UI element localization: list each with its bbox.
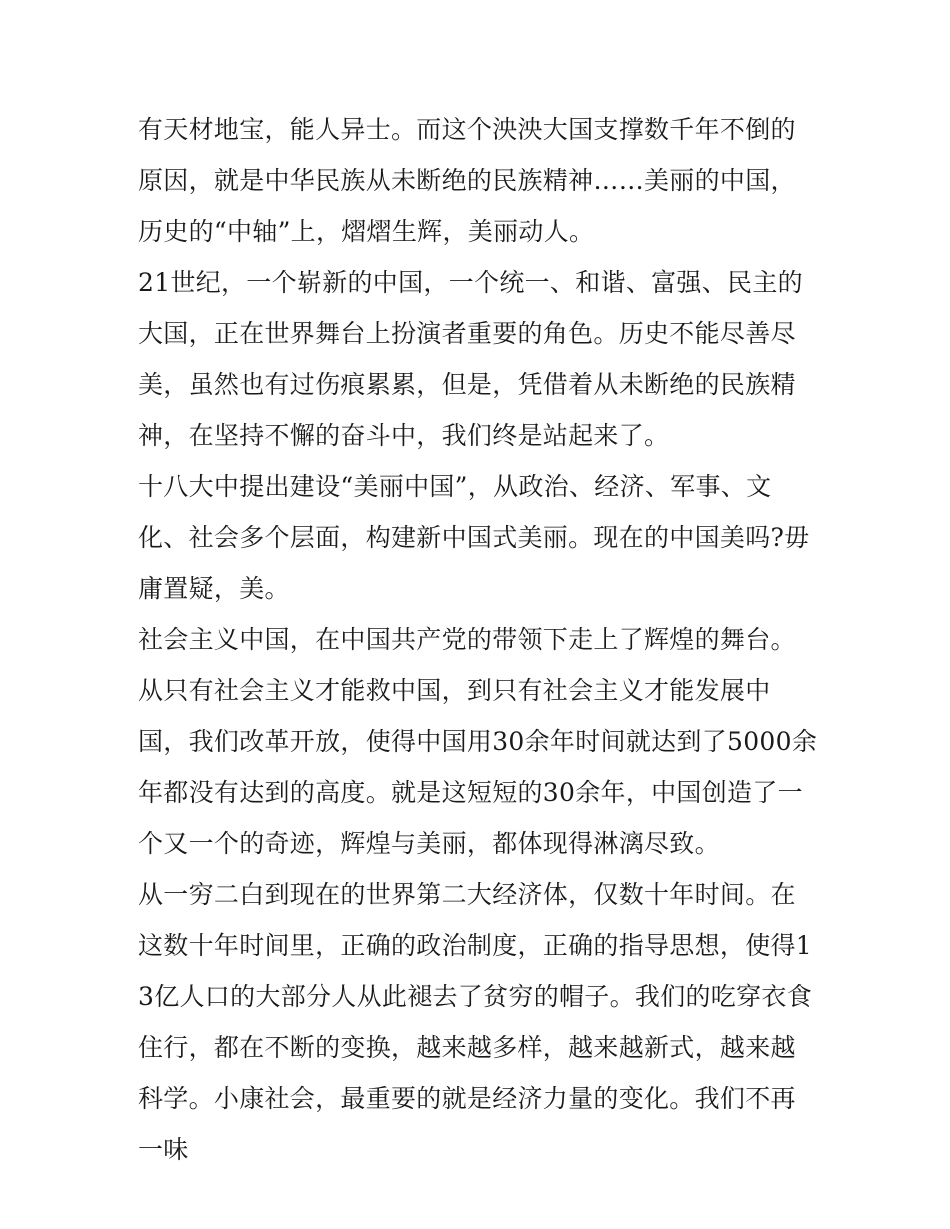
paragraph-3: 十八大中提出建设“美丽中国”，从政治、经济、军事、文化、社会多个层面，构建新中国式美丽。现在的中国美吗?毋庸置疑，美。 xyxy=(138,472,810,603)
paragraph-2: 21世纪，一个崭新的中国，一个统一、和谐、富强、民主的大国，正在世界舞台上扮演者重要的角色。历史不能尽善尽美，虽然也有过伤痕累累，但是，凭借着从未断绝的民族精神，在坚持不懈的奋斗中，我们终是站起来了。 xyxy=(138,268,803,450)
paragraph-1: 有天材地宝，能人异士。而这个泱泱大国支撑数千年不倒的原因，就是中华民族从未断绝的民族精神……美丽的中国，历史的“中轴”上，熠熠生辉，美丽动人。 xyxy=(138,115,796,246)
document-body xyxy=(138,104,818,1175)
paragraph-4: 社会主义中国，在中国共产党的带领下走上了辉煌的舞台。从只有社会主义才能救中国，到只有社会主义才能发展中国，我们改革开放，使得中国用30余年时间就达到了5000余年都没有达到的高度。就是这短短的30余年，中国创造了一个又一个的奇迹，辉煌与美丽，都体现得淋漓尽致。 xyxy=(138,625,818,858)
paragraph-5: 从一穷二白到现在的世界第二大经济体，仅数十年时间。在这数十年时间里，正确的政治制度，正确的指导思想，使得13亿人口的大部分人从此褪去了贫穷的帽子。我们的吃穿衣食住行，都在不断的变换，越来越多样，越来越新式，越来越科学。小康社会，最重要的就是经济力量的变化。我们不再一味 xyxy=(138,880,813,1164)
